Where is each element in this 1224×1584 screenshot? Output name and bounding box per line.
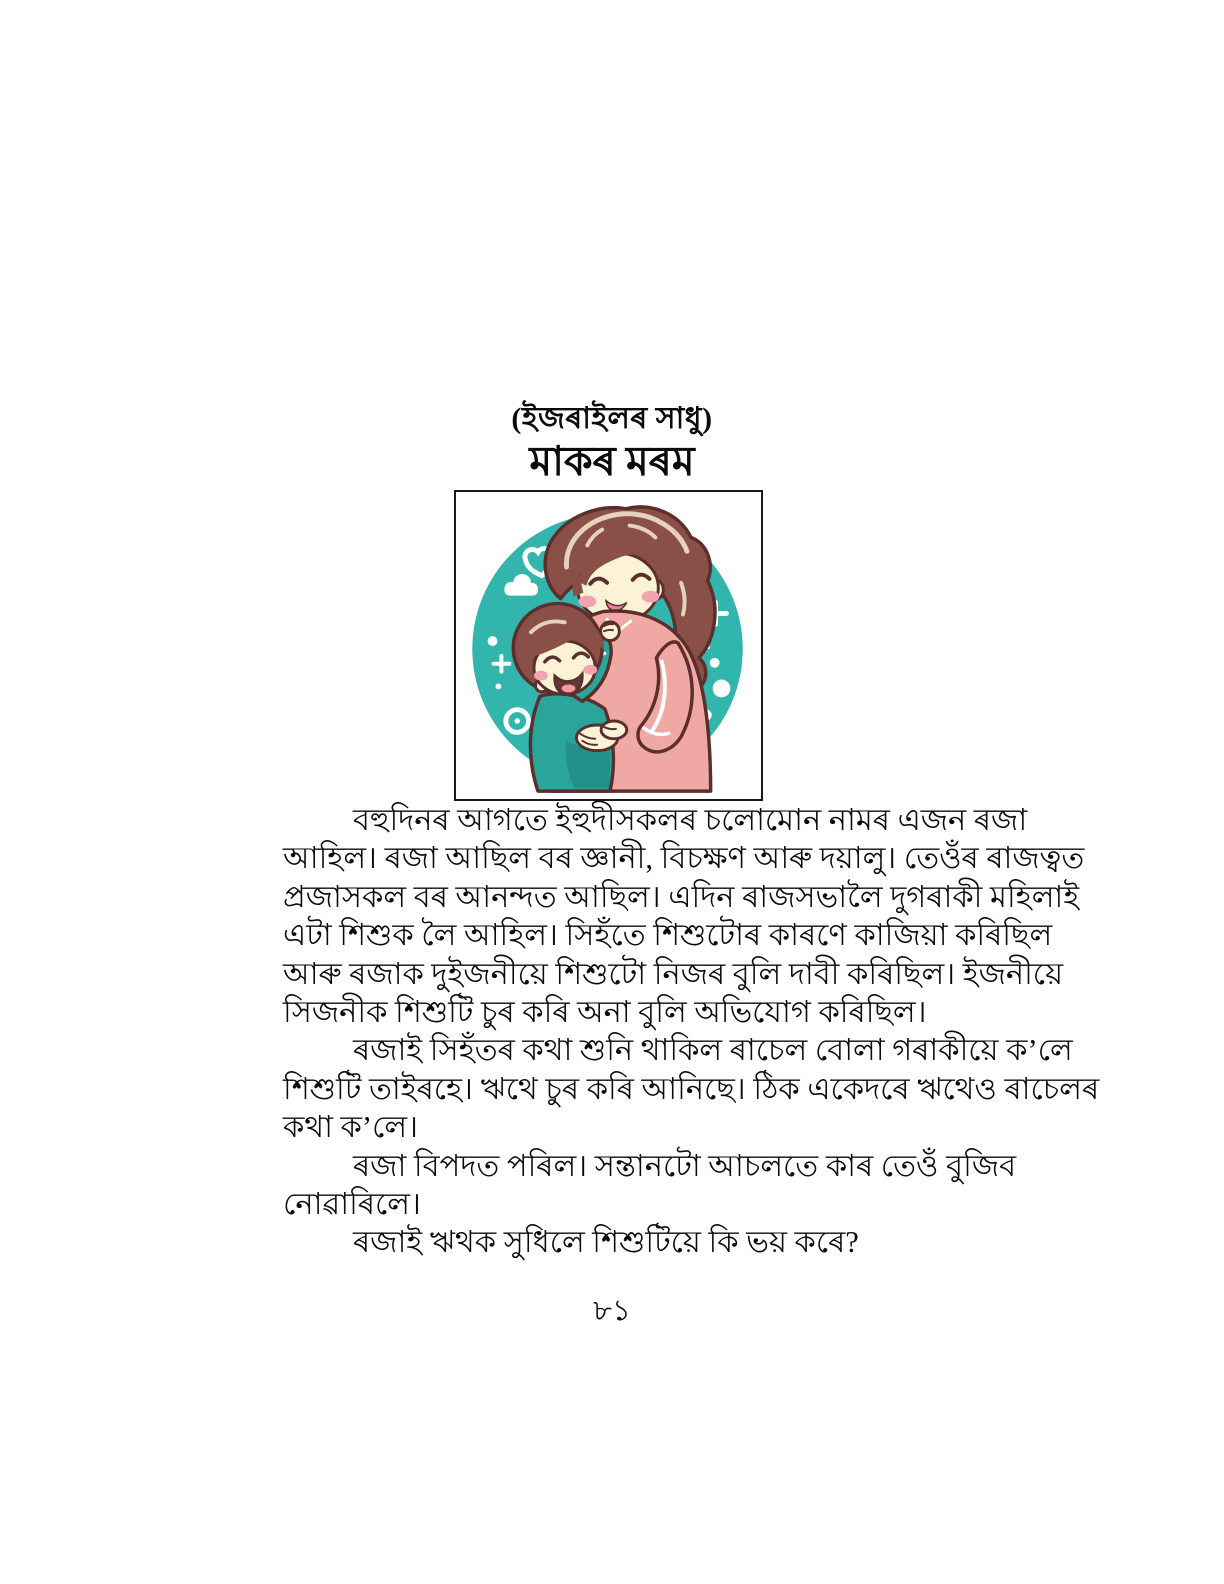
- story-illustration: [454, 490, 763, 801]
- page-title: মাকৰ মৰম: [529, 438, 695, 484]
- body-line: সিজনীক শিশুটি চুৰ কৰি অনা বুলি অভিযোগ কৰিছিল।: [283, 994, 927, 1029]
- story-origin-subtitle: (ইজৰাইলৰ সাধু): [511, 402, 713, 435]
- body-line: আহিল। ৰজা আছিল বৰ জ্ঞানী, বিচক্ষণ আৰু দয়ালু। তেওঁৰ ৰাজত্বত: [283, 841, 1085, 876]
- mother-child-illustration: [456, 492, 761, 799]
- story-text: [283, 801, 1100, 1262]
- body-line: আৰু ৰজাক দুইজনীয়ে শিশুটো নিজৰ বুলি দাবী কৰিছিল। ইজনীয়ে: [283, 956, 1064, 991]
- body-line: প্ৰজাসকল বৰ আনন্দত আছিল। এদিন ৰাজসভালৈ দুগৰাকী মহিলাই: [283, 879, 1080, 914]
- page-number: ৮১: [593, 1295, 631, 1327]
- body-line: ৰজাই ঋথক সুধিলে শিশুটিয়ে কি ভয় কৰে?: [353, 1225, 859, 1260]
- body-line: বহুদিনৰ আগতে ইহুদীসকলৰ চলোমোন নামৰ এজন ৰজা: [353, 803, 1028, 837]
- body-line: শিশুটি তাইৰহে। ঋথে চুৰ কৰি আনিছে। ঠিক একেদৰে ঋথেও ৰাচেলৰ: [283, 1071, 1100, 1106]
- body-line: ৰজা বিপদত পৰিল। সন্তানটো আচলতে কাৰ তেওঁ বুজিব: [353, 1148, 1017, 1183]
- body-line: এটা শিশুক লৈ আহিল। সিহঁতে শিশুটোৰ কাৰণে কাজিয়া কৰিছিল: [283, 918, 1053, 953]
- body-line: নোৱাৰিলে।: [283, 1186, 421, 1221]
- body-line: ৰজাই সিহঁতৰ কথা শুনি থাকিল ৰাচেল বোলা গৰাকীয়ে ক’লে: [353, 1033, 1073, 1068]
- body-line: কথা ক’লে।: [283, 1110, 419, 1145]
